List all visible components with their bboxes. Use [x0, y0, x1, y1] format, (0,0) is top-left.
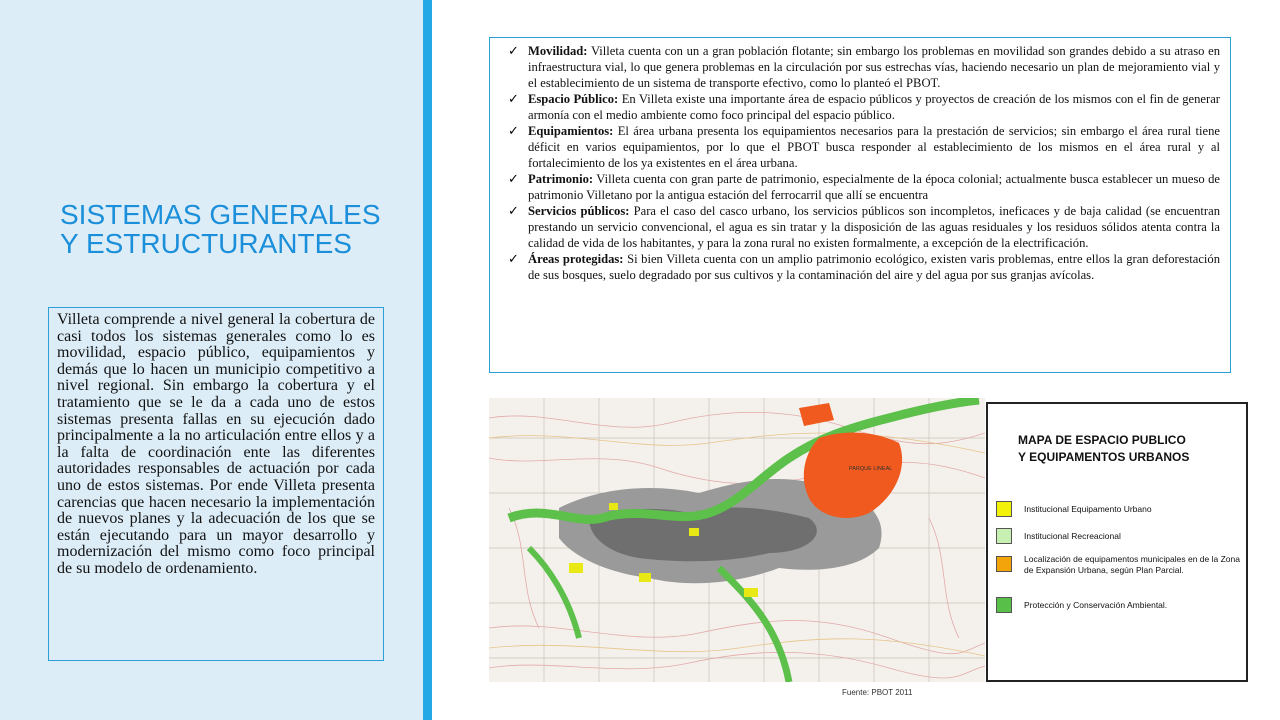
checkmark-icon: ✓ [508, 171, 519, 186]
checkmark-icon: ✓ [508, 43, 519, 58]
checkmark-icon: ✓ [508, 251, 519, 266]
map-legend [986, 402, 1248, 682]
bullet-title: Patrimonio: [528, 172, 594, 186]
legend-label: Institucional Equipamento Urbano [1024, 504, 1152, 514]
bullet-patrimonio [500, 171, 1220, 203]
body-paragraph: Villeta comprende a nivel general la cobertura de casi todos los sistemas generales como lo es movilidad, espacio público, equipamientos y demás que lo hacen un municipio competitivo a nivel regional. Sin embargo la cobertura y el tratamiento que se le da a cada uno de estos sistemas presenta fallas en su ejecución dado principalmente a la no articulación entre ellos y a la falta de coordinación ente las diferentes autoridades responsables de actuación por cada uno de estos sistemas. Por ende Villeta presenta carencias que hacen necesario la implementación de nuevos planes y la adecuación de los que se están ejecutando para un mayor desarrollo y modernización del mismo como foco principal de su modelo de ordenamiento. [57, 311, 375, 577]
bullet-text: Villeta cuenta con un a gran población flotante; sin embargo los problemas en movilidad son grandes debido a su atraso en infraestructura vial, lo que genera problemas en la circulación por sus estrechas vías, haciendo necesario un plan de mejoramiento vial y el establecimiento de un sistema de transporte efectivo, como lo planteó el PBOT. [528, 44, 1220, 90]
bullet-areas-protegidas [500, 251, 1220, 283]
checkmark-icon: ✓ [508, 203, 519, 218]
bullet-title: Servicios públicos: [528, 204, 630, 218]
accent-divider [423, 0, 432, 720]
bullet-title: Movilidad: [528, 44, 588, 58]
legend-title-line1: MAPA DE ESPACIO PUBLICO [1018, 433, 1186, 447]
legend-label: Protección y Conservación Ambiental. [1024, 600, 1168, 610]
bullet-text: Para el caso del casco urbano, los servicios públicos son incompletos, ineficaces y de baja calidad (se encuentran prestando un servicio convencional, el agua es sin tratar y la disposición de las aguas residuales y los residuos sólidos atenta contra la calidad de vida de los habitantes, y para la zona rural no existen formalmente, a excepción de la electrificación. [528, 204, 1220, 250]
legend-label: Institucional Recreacional [1024, 531, 1121, 541]
bullet-text: Si bien Villeta cuenta con un amplio patrimonio ecológico, existen varis problemas, entre ellos la gran deforestación de sus bosques, suelo degradado por sus cultivos y la contaminación del aire y del agua por sus granjas avícolas. [528, 252, 1221, 282]
systems-bullet-list [500, 43, 1220, 283]
bullet-equipamientos [500, 123, 1220, 171]
map-label-parque-lineal: PARQUE LINEAL [849, 466, 893, 472]
bullet-espacio-publico [500, 91, 1220, 123]
slide-title: SISTEMAS GENERALES Y ESTRUCTURANTES [60, 199, 381, 259]
legend-swatch-equipamento-urbano [996, 501, 1012, 517]
systems-bullet-box [489, 37, 1231, 373]
bullet-title: Áreas protegidas: [528, 252, 624, 266]
legend-title [1018, 432, 1238, 466]
bullet-servicios-publicos [500, 203, 1220, 251]
legend-title-line2: Y EQUIPAMENTOS URBANOS [1018, 450, 1190, 464]
bullet-text: Villeta cuenta con gran parte de patrimonio, especialmente de la época colonial; actualmente busca establecer un mueso de patrimonio Villetano por la antigua estación del ferrocarril que allí se encuentra [528, 172, 1220, 202]
checkmark-icon: ✓ [508, 123, 519, 138]
bullet-text: En Villeta existe una importante área de espacio públicos y proyectos de creación de los mismos con el fin de generar armonía con el medio ambiente como foco principal del espacio público. [528, 92, 1220, 122]
source-caption: Fuente: PBOT 2011 [842, 688, 913, 697]
bullet-movilidad [500, 43, 1220, 91]
urban-map-image [489, 398, 985, 682]
checkmark-icon: ✓ [508, 91, 519, 106]
legend-swatch-equipamentos-municipales [996, 556, 1012, 572]
body-text-box [48, 307, 384, 661]
bullet-title: Espacio Público: [528, 92, 619, 106]
bullet-title: Equipamientos: [528, 124, 614, 138]
legend-swatch-proteccion-ambiental [996, 597, 1012, 613]
bullet-text: El área urbana presenta los equipamientos necesarios para la prestación de servicios; sin embargo el área rural tiene déficit en varios equipamientos, por lo que el PBOT busca responder al establecimiento de los mismos en el área rural y al fortalecimiento de los ya existentes en el área urbana. [528, 124, 1220, 170]
legend-swatch-recreacional [996, 528, 1012, 544]
legend-label: Localización de equipamentos municipales en de la Zona de Expansión Urbana, según Plan Parcial. [1024, 554, 1240, 575]
